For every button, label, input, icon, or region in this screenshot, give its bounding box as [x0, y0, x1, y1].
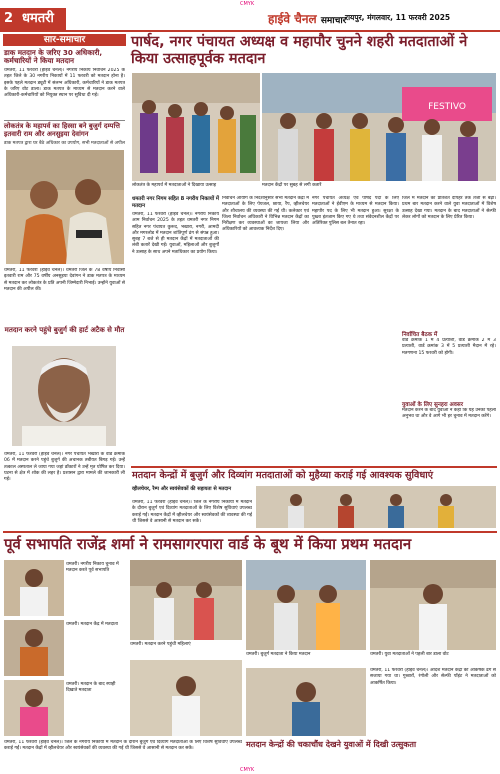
bottom-caption-2: धमतरी। मतदान केंद्र में मतदाता — [66, 622, 118, 627]
brand-name — [268, 10, 346, 27]
bottom-right-body: धमतरी, 11 फरवरी (हाईवे चैनल)। आदर्श मतदान केंद्रों को आकर्षक ढंग से सजाया गया था। गुब्बारों, रंगोली और सेल्फी पॉइंट ने मतदाताओं को आकर्षित किया। — [370, 668, 496, 686]
voting-booth-photo-right — [262, 73, 496, 181]
story2-subhead: डाक मतपत्र द्वारा घर बैठे अधिकार का उपयोग, सभी मतदाताओं से अपील — [4, 141, 125, 146]
main-headline: पार्षद, नगर पंचायत अध्यक्ष व महापौर चुनने शहरी मतदाताओं ने किया उत्साहपूर्वक मतदान — [131, 34, 468, 67]
section-name: धमतरी — [22, 11, 54, 26]
main-body-col4: जिले में मतदान का प्रतिशत दोपहर तक तेजी से बढ़ा। प्रथम बार मतदान करने वाले युवा मतदाताओं में विशेष उत्साह देखा गया। मतदान के बाद मतदाताओं ने सेल्फी लेकर लोगों को मतदान के लिए प्रेरित किया। — [402, 196, 496, 220]
side-body: वार्ड क्रमांक 1 में 4 प्रत्याशी, वार्ड क्रमांक 2 में 3 प्रत्याशी, वार्ड क्रमांक 3 में 5 प्रत्याशी मैदान में रहे। मतगणना 15 फरवरी को होगी। — [402, 338, 496, 356]
svg-text:FESTIVO: FESTIVO — [428, 102, 466, 112]
side-body-2: मतदान करने के बाद युवाओं ने कहा कि यह उनका पहला अनुभव था और वे आगे भी हर चुनाव में मतदान करेंगे। — [402, 408, 496, 420]
bottom-photo-4 — [130, 560, 242, 640]
story1-headline: डाक मतदान के जरिए 30 अधिकारी, कर्मचारियों ने किया मतदान — [4, 48, 103, 66]
bottom-caption-1: धमतरी। नगरीय निकाय चुनाव में मतदान करते पूर्व सभापति — [66, 562, 119, 573]
main-body-col1: धमतरी, 11 फरवरी (हाईवे चैनल)। नगरीय निकाय आम निर्वाचन 2025 के तहत धमतरी नगर निगम सहित नगर पंचायत कुरूद, भखारा, नगरी, आमदी और मगरलोड में मतदान शांतिपूर्ण ढंग से संपन्न हुआ। सुबह 7 बजे से ही मतदान केंद्रों में मतदाताओं की लंबी कतारें देखी गईं। युवाओं, महिलाओं और बुजुर्गों ने उत्साह के साथ अपने मताधिकार का प्रयोग किया। — [132, 212, 219, 255]
bottom-photo-6 — [246, 560, 366, 650]
elderly-couple-photo — [6, 150, 124, 264]
main-body-col2: निर्वाचन आयोग के निर्देशानुसार सभी मतदान केंद्रों में मतदाताओं के लिए पेयजल, छाया, रैंप, व्हीलचेयर और शौचालय की व्यवस्था की गई थी। कलेक्टर एवं जिला निर्वाचन अधिकारी ने विभिन्न मतदान केंद्रों का निरीक्षण कर व्यवस्थाओं का जायजा लिया और अधिकारियों को आवश्यक निर्देश दिए। — [222, 196, 309, 233]
brand-title: हाईवे चैनल — [268, 12, 317, 26]
bottom-caption-4: धमतरी। मतदान करने पहुंची महिलाएं — [130, 642, 191, 647]
story3-headline: मतदान करने पहुंचे बुजुर्ग की हार्ट अटैक से मौत — [4, 326, 125, 334]
voting-booth-photo-left — [132, 73, 260, 181]
news-brief-label: सार-समाचार — [3, 34, 126, 46]
photo-caption-left: लोकतंत्र के महापर्व में मतदाताओं ने दिखाया उत्साह — [132, 183, 217, 188]
bottom-headline: पूर्व सभापति राजेंद्र शर्मा ने रामसागरपारा वार्ड के बूथ में किया प्रथम मतदान — [4, 535, 412, 553]
mid-body-left: धमतरी, 11 फरवरी (हाईवे चैनल)। जिले के नगरीय निकायों में मतदान के दौरान बुजुर्ग एवं दिव्यांग मतदाताओं के लिए विशेष सुविधाएं उपलब्ध कराई गईं। मतदान केंद्रों में व्हीलचेयर और स्वयंसेवकों की व्यवस्था की गई थी जिससे वे आसानी से मतदान कर सकें। — [132, 500, 252, 524]
page-number: 2 — [0, 8, 66, 30]
dateline: रायपुर, मंगलवार, 11 फरवरी 2025 — [345, 13, 451, 22]
cmyk-mark-top: CMYK — [240, 1, 255, 7]
bottom-right-headline: मतदान केन्द्रों की चकाचौंध देखने युवाओं में दिखी उत्सुकता — [246, 740, 417, 749]
voters-illustration — [132, 73, 260, 181]
bottom-left-body: धमतरी, 11 फरवरी (हाईवे चैनल)। जिले के नगरीय निकायों में मतदान के दौरान बुजुर्ग एवं दिव्यांग मतदाताओं के लिए विशेष सुविधाएं उपलब्ध कराई गईं। मतदान केंद्रों में व्हीलचेयर और स्वयंसेवकों की व्यवस्था की गई थी जिससे वे आसानी से मतदान कर सकें। — [4, 740, 242, 752]
story2-body: धमतरी, 11 फरवरी (हाईवे चैनल)। धमतरी जिले के 78 वर्षीय निवासी इतवारी राम और 75 वर्षीय अनसुइया देवांगन ने डाक मतपत्र के माध्यम से मतदान कर लोकतंत्र के प्रति अपनी जिम्मेदारी निभाई। उन्होंने युवाओं से मतदान की अपील की। — [4, 268, 125, 292]
story1-body: धमतरी, 11 फरवरी (हाईवे चैनल)। नगरीय निकाय निर्वाचन 2025 के तहत जिले के 30 नगरीय निकायों में 11 फरवरी को मतदान होना है। इसके पहले मतदान ड्यूटी में संलग्न अधिकारी, कर्मचारियों ने डाक मतपत्र के जरिए वोट डाला। डाक मतपत्र के माध्यम से मतदान करने वाले अधिकारी-कर्मचारियों को नियुक्त स्थान पर सुविधा दी गई। — [4, 68, 125, 99]
bottom-photo-1 — [4, 560, 64, 616]
bottom-photo-2 — [4, 620, 64, 676]
cmyk-mark-bottom: CMYK — [240, 767, 255, 773]
old-man-illustration — [12, 346, 116, 446]
photo-caption-right: मतदान केंद्रों पर सुबह से लगी कतारें — [262, 183, 322, 188]
story2-headline: लोकतंत्र के महापर्व का हिस्सा बने बुजुर्ग दम्पत्ति इतवारी राम और अनसुइया देवांगन — [4, 122, 120, 138]
polling-station-illustration — [262, 73, 496, 181]
bottom-photo-5 — [130, 660, 242, 736]
bottom-photo-7 — [246, 668, 366, 736]
bottom-caption-3: धमतरी। मतदान के बाद स्याही दिखाते मतदाता — [66, 682, 116, 693]
bottom-caption-5: धमतरी। बुजुर्ग मतदाता ने किया मतदान — [246, 652, 311, 657]
old-man-photo — [12, 346, 116, 446]
story3-body: धमतरी, 11 फरवरी (हाईवे चैनल)। नगर पंचायत भखारा के वार्ड क्रमांक 06 में मतदान करने पहुंचे बुजुर्ग की अचानक तबीयत बिगड़ गई। उन्हें तत्काल अस्पताल ले जाया गया जहां डॉक्टरों ने उन्हें मृत घोषित कर दिया। घटना से क्षेत्र में शोक की लहर है। प्रशासन द्वारा मामले की जानकारी ली गई। — [4, 452, 125, 483]
bottom-photo-3 — [4, 680, 64, 736]
side-subhead: निर्वाचित बैठक में — [402, 332, 438, 338]
mid-headline: मतदान केन्द्रों में बुजुर्ग और दिव्यांग मतदाताओं को मुहैय्या कराई गई आवश्यक सुविधाएं — [132, 470, 434, 481]
side-subhead-2: युवाओं के लिए सुनहरा अवसर — [402, 402, 463, 408]
elderly-voters-illustration — [256, 486, 496, 528]
mid-subhead: व्हीलचेयर, रैम्प और स्वयंसेवकों की सहायता से मतदान — [132, 486, 232, 492]
mid-photo — [256, 486, 496, 528]
bottom-photo-8 — [370, 560, 496, 650]
elderly-couple-illustration — [6, 150, 124, 264]
brand-suffix: समाचार — [320, 16, 347, 26]
main-body-col3: नगर पंचायत अध्यक्ष एवं पार्षद पदों के लिए मतदाताओं ने ईवीएम के माध्यम से मतदान किया। महापौर पद के लिए भी मतदान हुआ। सुरक्षा के पुख्ता इंतजाम किए गए थे तथा संवेदनशील केंद्रों पर अतिरिक्त पुलिस बल तैनात रहा। — [312, 196, 399, 227]
masthead — [0, 8, 500, 32]
main-subhead: धमतरी नगर निगम सहित 8 नगरीय निकायों में मतदान — [132, 196, 219, 209]
bottom-caption-6: धमतरी। युवा मतदाताओं ने पहली बार डाला वोट — [370, 652, 449, 657]
